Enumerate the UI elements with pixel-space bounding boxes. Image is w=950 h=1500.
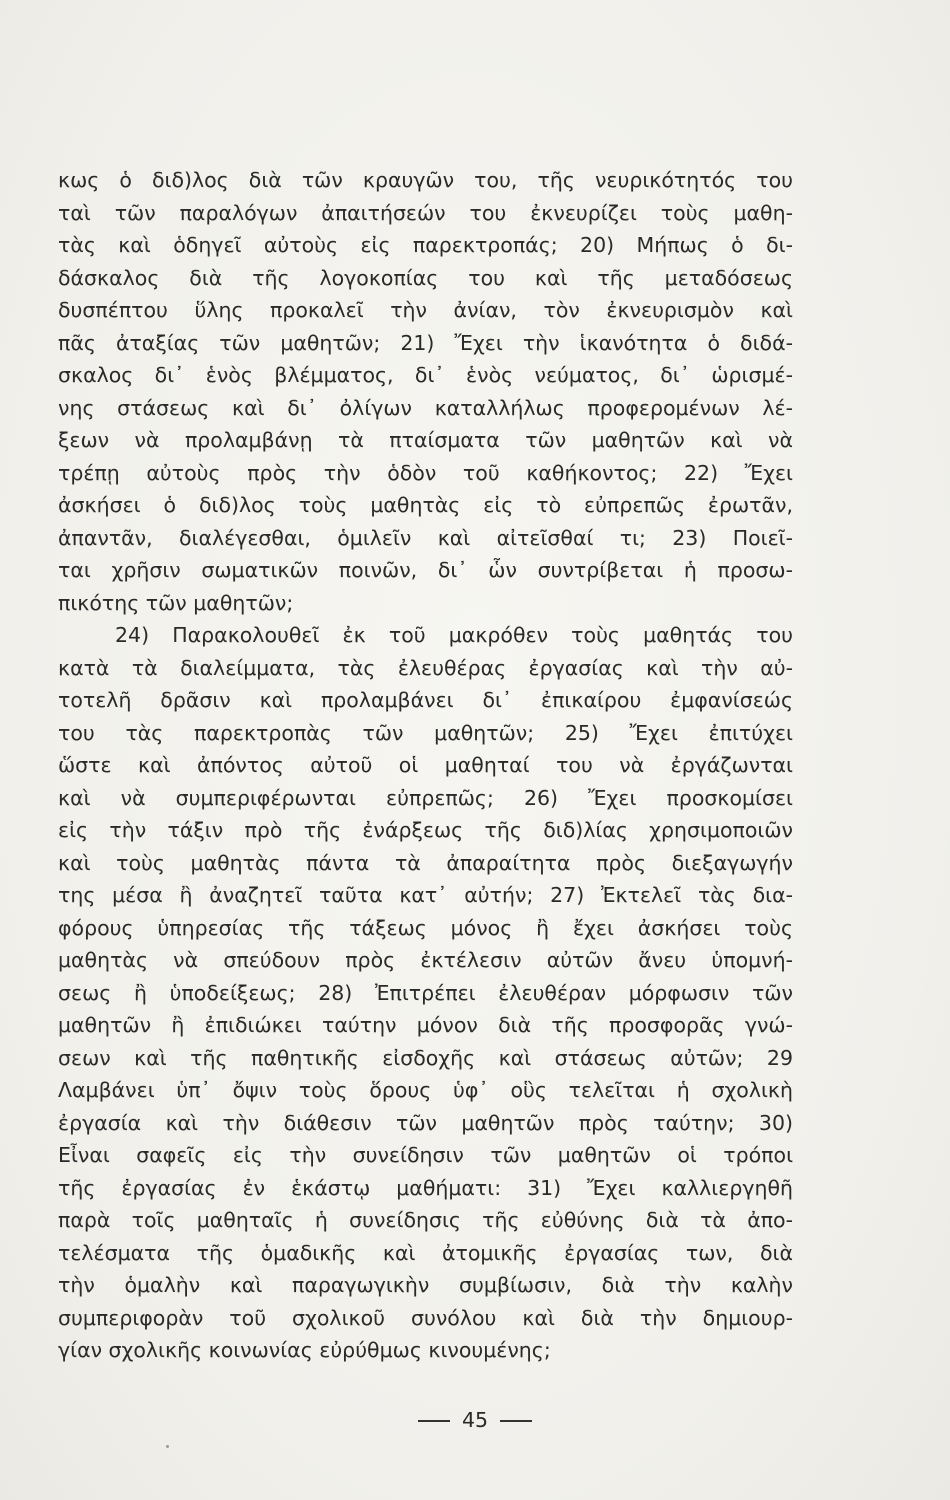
text-line: ἀπαντᾶν, διαλέγεσθαι, ὁμιλεῖν καὶ αἰτεῖσθαί τι; 23) Ποιεῖ- <box>58 525 793 550</box>
text-line: τὴν ὁμαλὴν καὶ παραγωγικὴν συμβίωσιν, διὰ τὴν καλὴν <box>58 1273 793 1297</box>
text-line: τῆς ἐργασίας ἐν ἑκάστῳ μαθήματι: 31) Ἔχει καλλιεργηθῆ <box>58 1175 793 1200</box>
dash-right <box>500 1420 532 1422</box>
text-line: κως ὁ διδ)λος διὰ τῶν κραυγῶν του, τῆς νευρικότητός του <box>58 168 793 192</box>
text-line: 24) Παρακολουθεῖ ἐκ τοῦ μακρόθεν τοὺς μαθητάς του <box>115 623 793 647</box>
text-line: τρέπῃ αὐτοὺς πρὸς τὴν ὁδὸν τοῦ καθήκοντος; 22) Ἔχει <box>58 460 793 485</box>
text-line: καὶ νὰ συμπεριφέρωνται εὐπρεπῶς; 26) Ἔχει προσκομίσει <box>58 785 793 810</box>
text-line: εἰς τὴν τάξιν πρὸ τῆς ἐνάρξεως τῆς διδ)λίας χρησιμοποιῶν <box>58 818 793 842</box>
text-line: ταὶ τῶν παραλόγων ἀπαιτήσεών του ἐκνευρίζει τοὺς μαθη- <box>58 200 793 225</box>
text-line: ἐργασία καὶ τὴν διάθεσιν τῶν μαθητῶν πρὸς ταύτην; 30) <box>58 1110 793 1135</box>
text-line: τελέσματα τῆς ὁμαδικῆς καὶ ἀτομικῆς ἐργασίας των, διὰ <box>58 1240 793 1265</box>
text-line: σεων καὶ τῆς παθητικῆς εἰσδοχῆς καὶ στάσεως αὐτῶν; 29 <box>58 1045 793 1070</box>
text-line: ται χρῆσιν σωματικῶν ποινῶν, δι᾽ ὧν συντρίβεται ἡ προσω- <box>58 558 793 582</box>
text-line: ἀσκήσει ὁ διδ)λος τοὺς μαθητὰς εἰς τὸ εὐπρεπῶς ἐρωτᾶν, <box>58 493 793 517</box>
text-line: μαθητὰς νὰ σπεύδουν πρὸς ἐκτέλεσιν αὐτῶν ἄνευ ὑπομνή- <box>58 948 793 972</box>
text-line: γίαν σχολικῆς κοινωνίας εὐρύθμως κινουμένης; <box>58 1338 551 1362</box>
text-line: συμπεριφορὰν τοῦ σχολικοῦ συνόλου καὶ διὰ τὴν δημιουρ- <box>58 1305 793 1330</box>
text-line: πικότης τῶν μαθητῶν; <box>58 590 294 615</box>
text-line: φόρους ὑπηρεσίας τῆς τάξεως μόνος ἢ ἔχει ἀσκήσει τοὺς <box>58 915 793 940</box>
text-line: τοτελῆ δρᾶσιν καὶ προλαμβάνει δι᾽ ἐπικαίρου ἐμφανίσεώς <box>58 688 793 712</box>
text-line: σεως ἢ ὑποδείξεως; 28) Ἐπιτρέπει ἐλευθέραν μόρφωσιν τῶν <box>58 980 793 1005</box>
text-line: της μέσα ἢ ἀναζητεῖ ταῦτα κατ᾽ αὐτήν; 27) Ἐκτελεῖ τὰς δια- <box>58 883 793 907</box>
text-line: ξεων νὰ προλαμβάνῃ τὰ πταίσματα τῶν μαθητῶν καὶ νὰ <box>58 428 793 452</box>
text-line: πᾶς ἀταξίας τῶν μαθητῶν; 21) Ἔχει τὴν ἱκανότητα ὁ διδά- <box>58 330 793 355</box>
text-line: του τὰς παρεκτροπὰς τῶν μαθητῶν; 25) Ἔχει ἐπιτύχει <box>58 720 793 745</box>
dash-left <box>418 1420 450 1422</box>
text-line: Εἶναι σαφεῖς εἰς τὴν συνείδησιν τῶν μαθητῶν οἱ τρόποι <box>58 1143 793 1167</box>
body-text <box>58 164 793 1367</box>
text-line: νης στάσεως καὶ δι᾽ ὀλίγων καταλλήλως προφερομένων λέ- <box>58 395 793 420</box>
text-line: τὰς καὶ ὁδηγεῖ αὐτοὺς εἰς παρεκτροπάς; 20) Μήπως ὁ δι- <box>58 233 793 257</box>
text-line: δάσκαλος διὰ τῆς λογοκοπίας του καὶ τῆς μεταδόσεως <box>58 265 793 290</box>
text-line: καὶ τοὺς μαθητὰς πάντα τὰ ἀπαραίτητα πρὸς διεξαγωγήν <box>58 850 793 875</box>
text-line: παρὰ τοῖς μαθηταῖς ἡ συνείδησις τῆς εὐθύνης διὰ τὰ ἀπο- <box>58 1208 793 1232</box>
paper-speck <box>166 1445 169 1448</box>
text-line: κατὰ τὰ διαλείμματα, τὰς ἐλευθέρας ἐργασίας καὶ τὴν αὐ- <box>58 655 793 680</box>
text-line: δυσπέπτου ὕλης προκαλεῖ τὴν ἀνίαν, τὸν ἐκνευρισμὸν καὶ <box>58 298 793 322</box>
page-number: 45 <box>461 1408 489 1432</box>
text-line: μαθητῶν ἢ ἐπιδιώκει ταύτην μόνον διὰ τῆς προσφορᾶς γνώ- <box>58 1013 793 1037</box>
text-line: ὥστε καὶ ἀπόντος αὐτοῦ οἱ μαθηταί του νὰ ἐργάζωνται <box>58 753 793 777</box>
text-line: Λαμβάνει ὑπ᾽ ὄψιν τοὺς ὅρους ὑφ᾽ οὓς τελεῖται ἡ σχολικὴ <box>58 1078 793 1102</box>
page-number-footer <box>0 1408 950 1432</box>
text-line: σκαλος δι᾽ ἑνὸς βλέμματος, δι᾽ ἑνὸς νεύματος, δι᾽ ὡρισμέ- <box>58 363 793 387</box>
